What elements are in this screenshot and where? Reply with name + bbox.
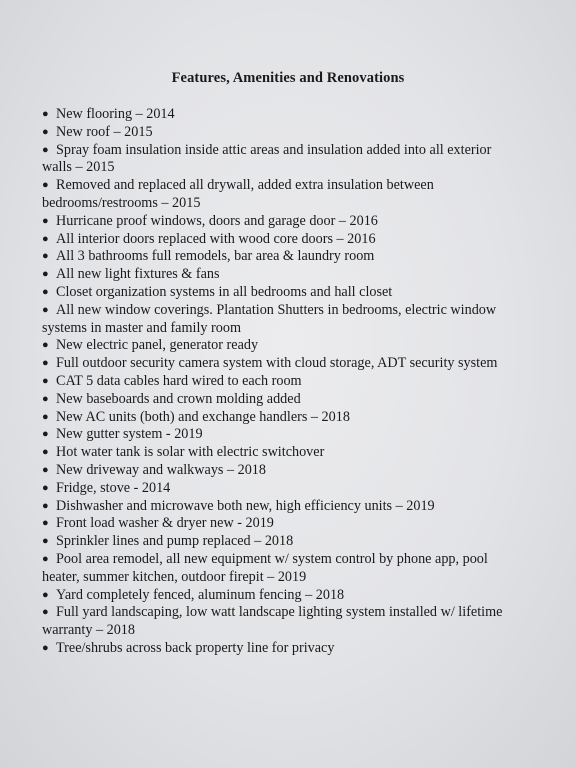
list-item [42,515,542,533]
list-item-text: warranty – 2018 [42,622,135,639]
list-item-text: Pool area remodel, all new equipment w/ system control by phone app, pool [56,550,488,567]
list-item [42,551,542,569]
list-item-continuation [42,569,542,587]
list-item-text: All new light fixtures & fans [56,266,220,283]
list-item-text: All 3 bathrooms full remodels, bar area & laundry room [56,248,375,265]
list-item-text: Hurricane proof windows, doors and garage door – 2016 [56,212,378,229]
bullet-icon: ● [42,339,49,352]
bullet-icon: ● [42,179,49,192]
list-item-text: Front load washer & dryer new - 2019 [56,515,274,532]
list-item [42,302,542,320]
list-item-text: New flooring – 2014 [56,106,175,122]
bullet-icon: ● [42,535,49,548]
list-item-text: New AC units (both) and exchange handlers – 2018 [56,408,350,425]
list-item-text: Closet organization systems in all bedrooms and hall closet [56,283,393,300]
list-item [42,409,542,427]
bullet-icon: ● [42,108,49,120]
list-item [42,213,542,231]
list-item-text: Tree/shrubs across back property line for privacy [56,639,335,656]
bullet-icon: ● [42,125,49,138]
list-item [42,177,542,195]
bullet-icon: ● [42,392,49,405]
list-item [42,248,542,266]
list-item [42,124,542,142]
list-item-text: Dishwasher and microwave both new, high efficiency units – 2019 [56,497,435,514]
list-item-text: New driveway and walkways – 2018 [56,461,266,478]
bullet-icon: ● [42,285,49,298]
list-item-text: Spray foam insulation inside attic areas and insulation added into all exterior [56,141,492,158]
list-item-continuation [42,159,542,177]
bullet-icon: ● [42,446,49,459]
list-item-continuation [42,320,542,338]
list-item [42,355,542,373]
list-item [42,284,542,302]
bullet-icon: ● [42,428,49,441]
list-item-text: heater, summer kitchen, outdoor firepit – 2019 [42,568,307,585]
page-title: Features, Amenities and Renovations [171,70,405,86]
list-item [42,498,542,516]
list-item-text: New gutter system - 2019 [56,426,203,443]
bullet-icon: ● [42,143,49,156]
bullet-icon: ● [42,641,49,654]
list-item [42,106,542,124]
list-item [42,142,542,160]
bullet-icon: ● [42,517,49,530]
bullet-icon: ● [42,232,49,245]
list-item-text: walls – 2015 [42,159,115,176]
list-item-continuation [42,622,542,640]
bullet-icon: ● [42,268,49,281]
feature-list [42,106,542,658]
list-item [42,640,542,658]
list-item-text: Hot water tank is solar with electric switchover [56,444,325,461]
list-item-text: Sprinkler lines and pump replaced – 2018 [56,533,294,550]
bullet-icon: ● [42,303,49,316]
list-item-text: Full outdoor security camera system with cloud storage, ADT security system [56,355,498,372]
bullet-icon: ● [42,374,49,387]
list-item-text: New roof – 2015 [56,123,153,140]
bullet-icon: ● [42,214,49,227]
bullet-icon: ● [42,250,49,263]
list-item-text: New baseboards and crown molding added [56,390,301,407]
list-item-text: Full yard landscaping, low watt landscape lighting system installed w/ lifetime [56,604,503,621]
list-item-text: All new window coverings. Plantation Shutters in bedrooms, electric window [56,301,497,318]
list-item [42,391,542,409]
bullet-icon: ● [42,463,49,476]
list-item [42,604,542,622]
list-item-text: Fridge, stove - 2014 [56,479,171,496]
bullet-icon: ● [42,552,49,565]
list-item-text: All interior doors replaced with wood core doors – 2016 [56,230,376,247]
list-item-continuation [42,195,542,213]
list-item [42,231,542,249]
list-item [42,337,542,355]
bullet-icon: ● [42,588,49,601]
list-item-text: CAT 5 data cables hard wired to each room [56,372,302,389]
bullet-icon: ● [42,499,49,512]
list-item-text: Removed and replaced all drywall, added extra insulation between [56,177,434,194]
bullet-icon: ● [42,606,49,619]
list-item-text: systems in master and family room [42,319,241,336]
list-item [42,373,542,391]
bullet-icon: ● [42,410,49,423]
list-item [42,426,542,444]
list-item [42,587,542,605]
list-item [42,444,542,462]
bullet-icon: ● [42,481,49,494]
list-item [42,462,542,480]
list-item-text: New electric panel, generator ready [56,337,259,354]
list-item [42,533,542,551]
bullet-icon: ● [42,357,49,370]
list-item [42,266,542,284]
list-item-text: bedrooms/restrooms – 2015 [42,194,201,211]
list-item-text: Yard completely fenced, aluminum fencing – 2018 [56,586,345,603]
list-item [42,480,542,498]
